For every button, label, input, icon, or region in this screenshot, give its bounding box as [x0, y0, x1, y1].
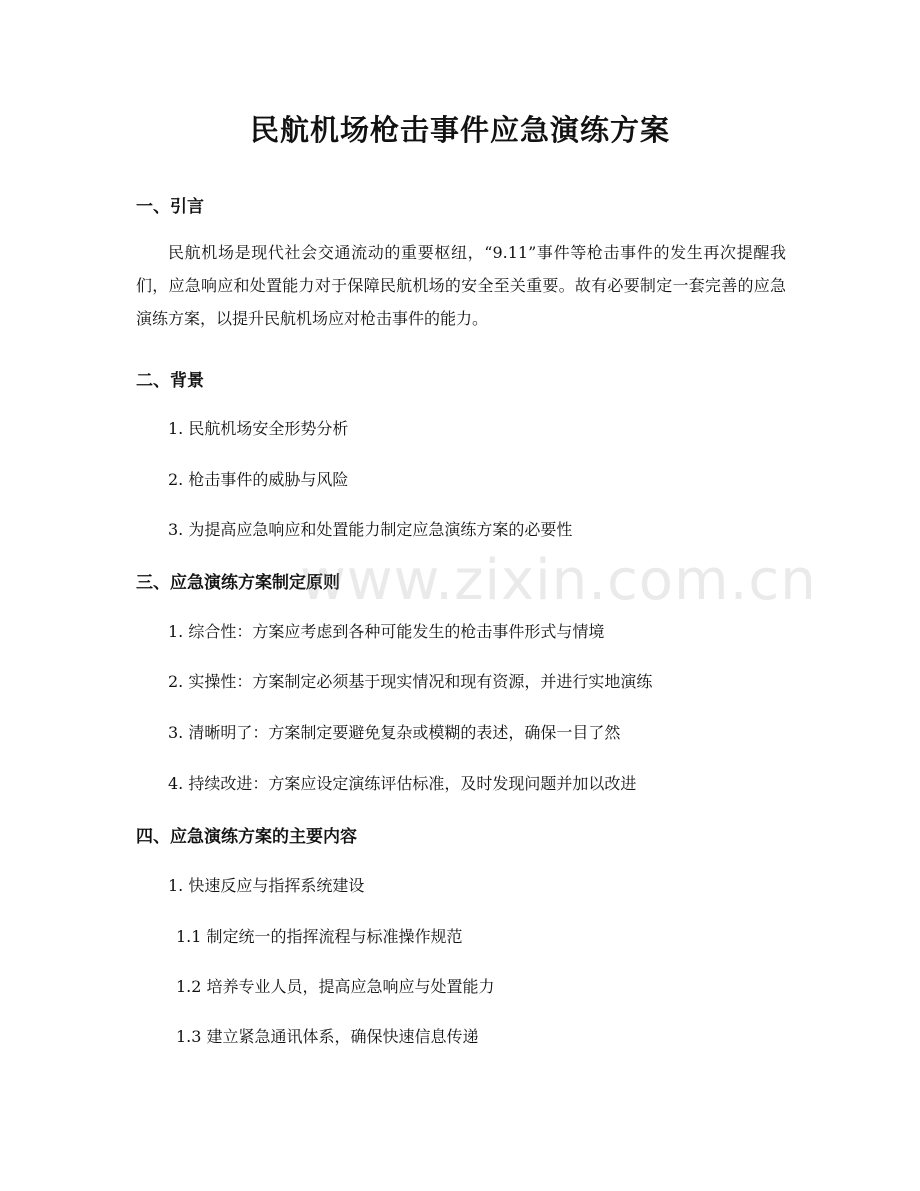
- list-item: 3. 清晰明了：方案制定要避免复杂或模糊的表述，确保一目了然: [168, 723, 621, 742]
- list-item: 4. 持续改进：方案应设定演练评估标准，及时发现问题并加以改进: [168, 774, 637, 793]
- sub-list-item: 1.2 培养专业人员，提高应急响应与处置能力: [176, 977, 495, 996]
- list-item: 2. 实操性：方案制定必须基于现实情况和现有资源，并进行实地演练: [168, 672, 653, 691]
- list-item: 1. 综合性：方案应考虑到各种可能发生的枪击事件形式与情境: [168, 622, 605, 641]
- introduction-paragraph: 民航机场是现代社会交通流动的重要枢纽，“9.11”事件等枪击事件的发生再次提醒我们，应急响应和处置能力对于保障民航机场的安全至关重要。故有必要制定一套完善的应急演练方案，以提升民航机场应对枪击事件的能力。: [136, 243, 786, 328]
- section-heading-background: 二、背景: [136, 371, 204, 391]
- list-item: 1. 民航机场安全形势分析: [168, 419, 349, 438]
- watermark-text: www.zixin.com.cn: [300, 548, 817, 613]
- document-title: 民航机场枪击事件应急演练方案: [249, 113, 670, 147]
- list-item: 3. 为提高应急响应和处置能力制定应急演练方案的必要性: [168, 520, 573, 539]
- sub-list-item: 1.1 制定统一的指挥流程与标准操作规范: [176, 927, 463, 946]
- list-item: 1. 快速反应与指挥系统建设: [168, 876, 365, 895]
- section-heading-introduction: 一、引言: [136, 197, 204, 217]
- sub-list-item: 1.3 建立紧急通讯体系，确保快速信息传递: [176, 1027, 479, 1046]
- section-heading-main-content: 四、应急演练方案的主要内容: [136, 827, 357, 847]
- section-heading-principles: 三、应急演练方案制定原则: [136, 573, 340, 593]
- list-item: 2. 枪击事件的威胁与风险: [168, 470, 349, 489]
